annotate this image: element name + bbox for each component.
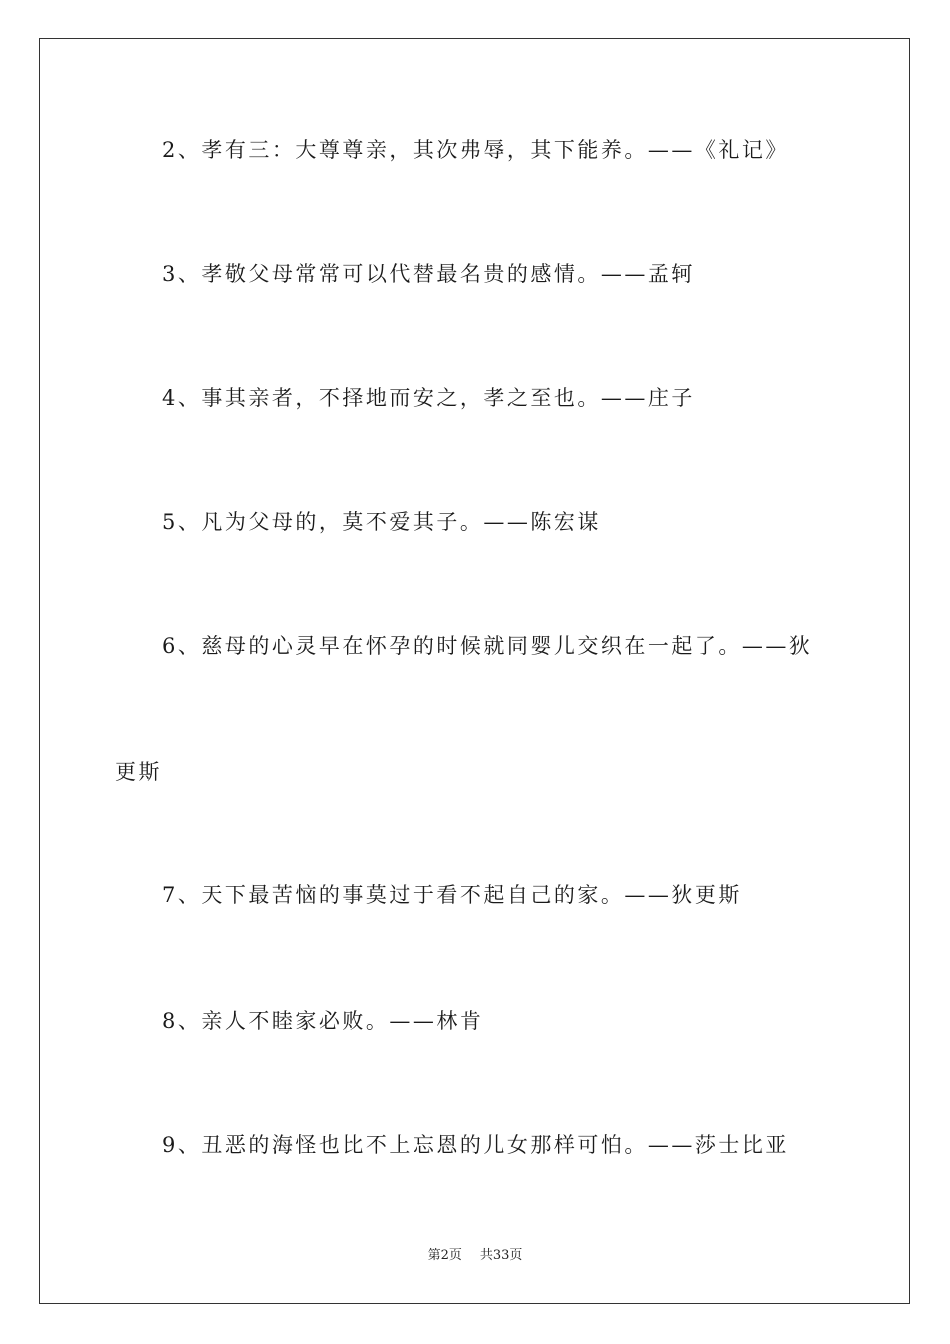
quote-line-9: 9、丑恶的海怪也比不上忘恩的儿女那样可怕。——莎士比亚 <box>162 1133 789 1157</box>
page-border <box>39 38 910 1304</box>
quote-line-4: 4、事其亲者，不择地而安之，孝之至也。——庄子 <box>162 386 695 410</box>
quote-line-2: 2、孝有三：大尊尊亲，其次弗辱，其下能养。——《礼记》 <box>162 138 789 162</box>
page-number: 第2页 <box>427 1248 462 1263</box>
quote-line-6-continued: 更斯 <box>115 760 162 784</box>
page-footer <box>0 1247 950 1265</box>
page-total: 共33页 <box>479 1248 523 1263</box>
quote-line-3: 3、孝敬父母常常可以代替最名贵的感情。——孟轲 <box>162 262 695 286</box>
quote-line-7: 7、天下最苦恼的事莫过于看不起自己的家。——狄更斯 <box>162 883 742 907</box>
quote-line-6: 6、慈母的心灵早在怀孕的时候就同婴儿交织在一起了。——狄 <box>162 634 813 658</box>
quote-line-5: 5、凡为父母的，莫不爱其子。——陈宏谋 <box>162 510 601 534</box>
quote-line-8: 8、亲人不睦家必败。——林肯 <box>162 1009 484 1033</box>
